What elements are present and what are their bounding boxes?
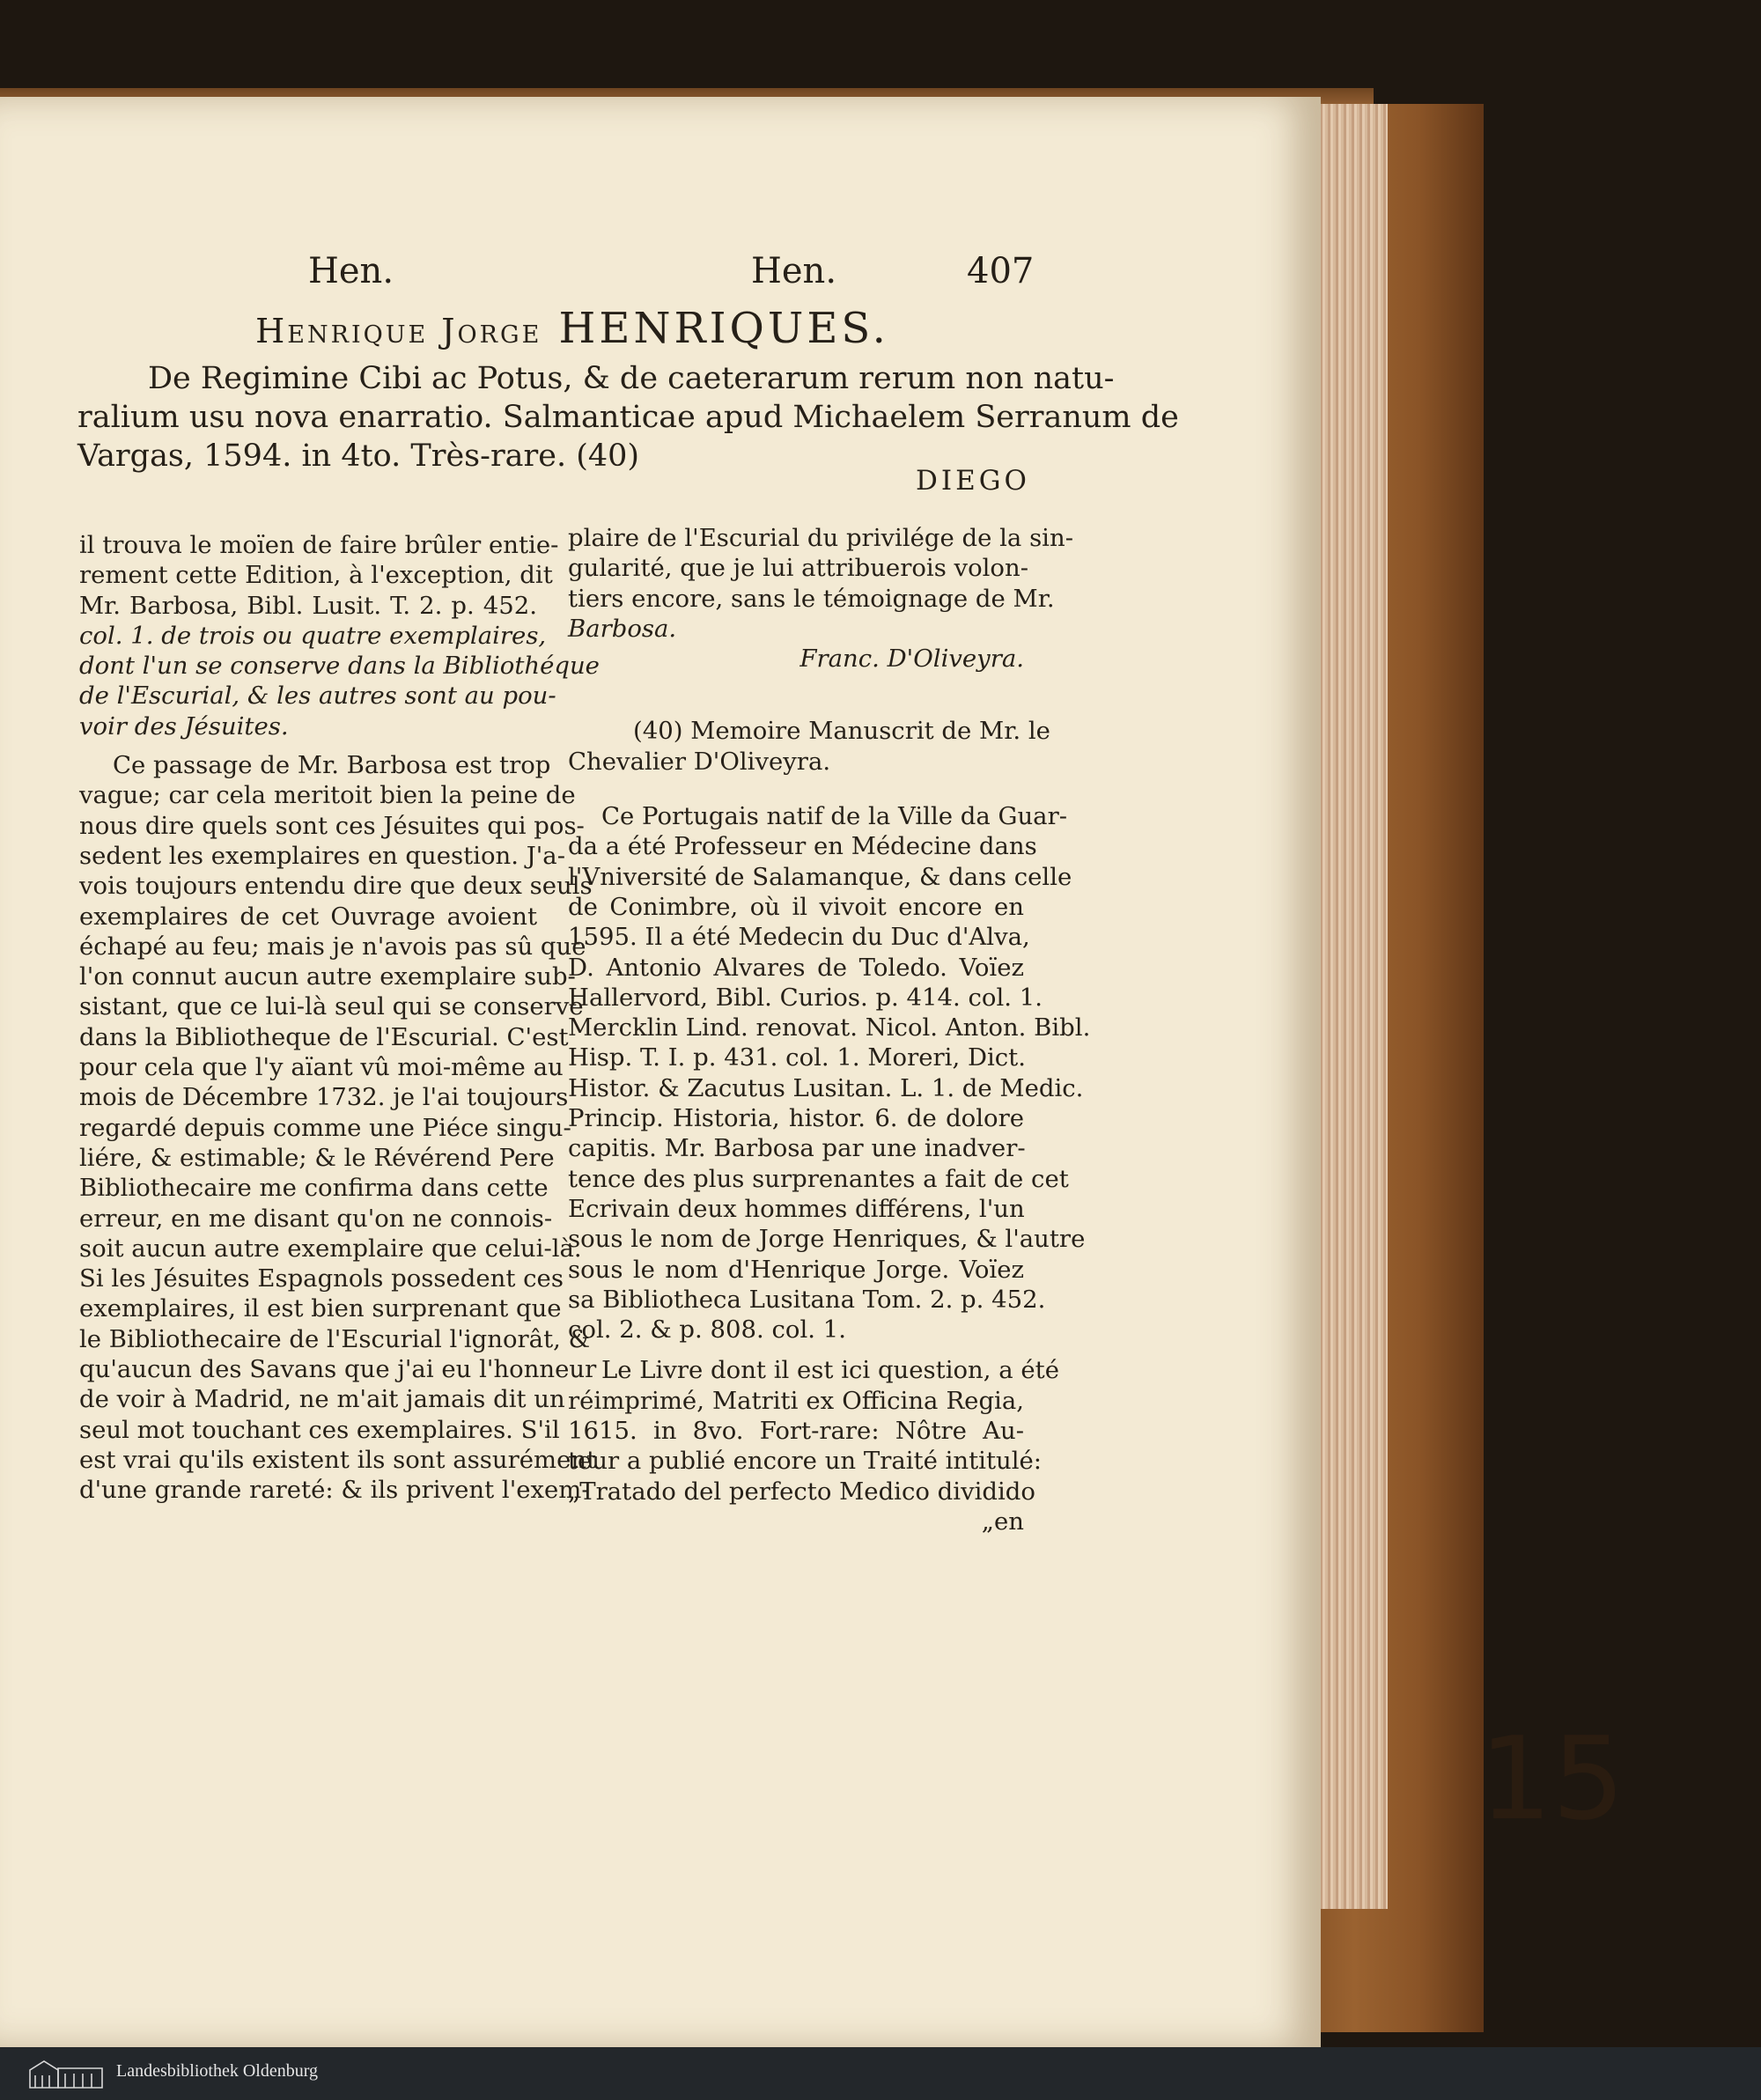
text-line: dans la Bibliotheque de l'Escurial. C'est: [79, 1022, 569, 1051]
text-line: Hallervord, Bibl. Curios. p. 414. col. 1.: [568, 983, 1043, 1012]
text-line: gularité, que je lui attribuerois volon-: [568, 554, 1028, 583]
text-line: réimprimé, Matriti ex Officina Regia,: [568, 1386, 1024, 1415]
catchword-bottom: „en: [981, 1507, 1024, 1536]
text-line: tence des plus surprenantes a fait de cet: [568, 1164, 1069, 1193]
text-line: da a été Professeur en Médecine dans: [568, 832, 1037, 861]
text-line: Histor. & Zacutus Lusitan. L. 1. de Medic.: [568, 1073, 1084, 1102]
text-line: le Bibliothecaire de l'Escurial l'ignorât, &: [79, 1324, 591, 1353]
text-line: sistant, que ce lui-là seul qui se conserve: [79, 992, 584, 1021]
catchword: DIEGO: [916, 465, 1030, 497]
viewer-footer: [0, 2047, 1761, 2100]
text-line: nous dire quels sont ces Jésuites qui pos-: [79, 811, 585, 840]
text-line: tiers encore, sans le témoignage de Mr.: [568, 584, 1055, 613]
lead-line: De Regimine Cibi ac Potus, & de caeterarum rerum non natu-: [148, 361, 1115, 396]
text-line: erreur, en me disant qu'on ne connois-: [79, 1204, 553, 1233]
library-building-icon: [26, 2058, 106, 2089]
library-name: Landesbibliothek Oldenburg: [116, 2061, 319, 2081]
text-line: D. Antonio Alvares de Toledo. Voïez: [568, 953, 1024, 982]
text-line: Hisp. T. I. p. 431. col. 1. Moreri, Dict.: [568, 1043, 1026, 1072]
running-head-left: Hen.: [308, 251, 394, 291]
text-line: Princip. Historia, histor. 6. de dolore: [568, 1104, 1024, 1133]
text-line: Ecrivain deux hommes différens, l'un: [568, 1194, 1025, 1223]
shelf-mark-stamp: 15: [1479, 1712, 1625, 1846]
entry-title: [242, 304, 903, 353]
text-line: vois toujours entendu dire que deux seuls: [79, 872, 593, 901]
text-line: sedent les exemplaires en question. J'a-: [79, 841, 565, 870]
text-line: d'une grande rareté: & ils privent l'exem-: [79, 1476, 590, 1505]
text-line: liére, & estimable; & le Révérend Pere: [79, 1143, 555, 1172]
text-line: „Tratado del perfecto Medico dividido: [568, 1477, 1035, 1506]
text-line: qu'aucun des Savans que j'ai eu l'honneur: [79, 1355, 597, 1384]
running-head-center: Hen.: [751, 251, 837, 291]
text-line: Ce passage de Mr. Barbosa est trop: [113, 751, 551, 780]
text-line: regardé depuis comme une Piéce singu-: [79, 1113, 571, 1142]
text-line: Ce Portugais natif de la Ville da Guar-: [601, 802, 1068, 831]
text-line: l'on connut aucun autre exemplaire sub-: [79, 962, 576, 991]
text-line: vague; car cela meritoit bien la peine de: [79, 781, 576, 810]
footnote-line: (40) Memoire Manuscrit de Mr. le: [633, 717, 1050, 746]
text-line: sa Bibliotheca Lusitana Tom. 2. p. 452.: [568, 1285, 1046, 1314]
text-line: pour cela que l'y aïant vû moi-même au: [79, 1053, 564, 1082]
text-line: de l'Escurial, & les autres sont au pou-: [79, 682, 556, 711]
text-line: sous le nom de Jorge Henriques, & l'autre: [568, 1225, 1086, 1254]
text-line: Barbosa.: [568, 614, 677, 643]
text-line: exemplaires de cet Ouvrage avoient: [79, 902, 537, 931]
page-block-edge: [1317, 104, 1388, 1909]
text-line: sous le nom d'Henrique Jorge. Voïez: [568, 1255, 1024, 1284]
text-line: 1615. in 8vo. Fort-rare: Nôtre Au-: [568, 1417, 1024, 1446]
text-line: mois de Décembre 1732. je l'ai toujours: [79, 1083, 569, 1112]
text-line: Le Livre dont il est ici question, a été: [601, 1356, 1059, 1385]
entry-lead: [77, 359, 1179, 475]
lead-line: ralium usu nova enarratio. Salmanticae apud Michaelem Serranum de: [77, 400, 1179, 435]
right-column: [568, 523, 1091, 1536]
text-line: capitis. Mr. Barbosa par une inadver-: [568, 1134, 1026, 1163]
text-line: il trouva le moïen de faire brûler entie-: [79, 531, 559, 559]
text-line: est vrai qu'ils existent ils sont assurément: [79, 1445, 597, 1474]
lead-line: Vargas, 1594. in 4to. Très-rare. (40): [77, 438, 640, 474]
text-line: de voir à Madrid, ne m'ait jamais dit un: [79, 1385, 565, 1414]
text-line: plaire de l'Escurial du privilége de la sin-: [568, 524, 1073, 552]
text-line: Si les Jésuites Espagnols possedent ces: [79, 1264, 564, 1293]
text-line: de Conimbre, où il vivoit encore en: [568, 892, 1024, 921]
text-line: Bibliothecaire me confirma dans cette: [79, 1174, 549, 1203]
entry-title-forename: Henrique Jorge: [255, 312, 542, 350]
page-number: 407: [967, 251, 1035, 291]
text-line: l'Vniversité de Salamanque, & dans celle: [568, 862, 1072, 891]
text-line: col. 1. de trois ou quatre exemplaires,: [79, 621, 547, 650]
text-line: rement cette Edition, à l'exception, dit: [79, 561, 553, 590]
text-line: Mercklin Lind. renovat. Nicol. Anton. Bibl.: [568, 1013, 1091, 1043]
text-line: dont l'un se conserve dans la Bibliothéque: [79, 652, 600, 681]
text-line: col. 2. & p. 808. col. 1.: [568, 1315, 846, 1345]
text-line: teur a publié encore un Traité intitulé:: [568, 1447, 1043, 1476]
text-line: échapé au feu; mais je n'avois pas sû que: [79, 932, 586, 961]
signature-line: Franc. D'Oliveyra.: [799, 645, 1024, 674]
text-line: 1595. Il a été Medecin du Duc d'Alva,: [568, 923, 1030, 952]
text-line: seul mot touchant ces exemplaires. S'il: [79, 1415, 560, 1444]
left-column: [79, 530, 600, 1506]
entry-title-surname: HENRIQUES.: [558, 304, 889, 353]
text-line: voir des Jésuites.: [79, 711, 289, 741]
text-line: Mr. Barbosa, Bibl. Lusit. T. 2. p. 452.: [79, 591, 537, 620]
text-line: soit aucun autre exemplaire que celui-là.: [79, 1234, 582, 1263]
text-line: exemplaires, il est bien surprenant que: [79, 1294, 562, 1323]
footnote-line: Chevalier D'Oliveyra.: [568, 747, 831, 776]
